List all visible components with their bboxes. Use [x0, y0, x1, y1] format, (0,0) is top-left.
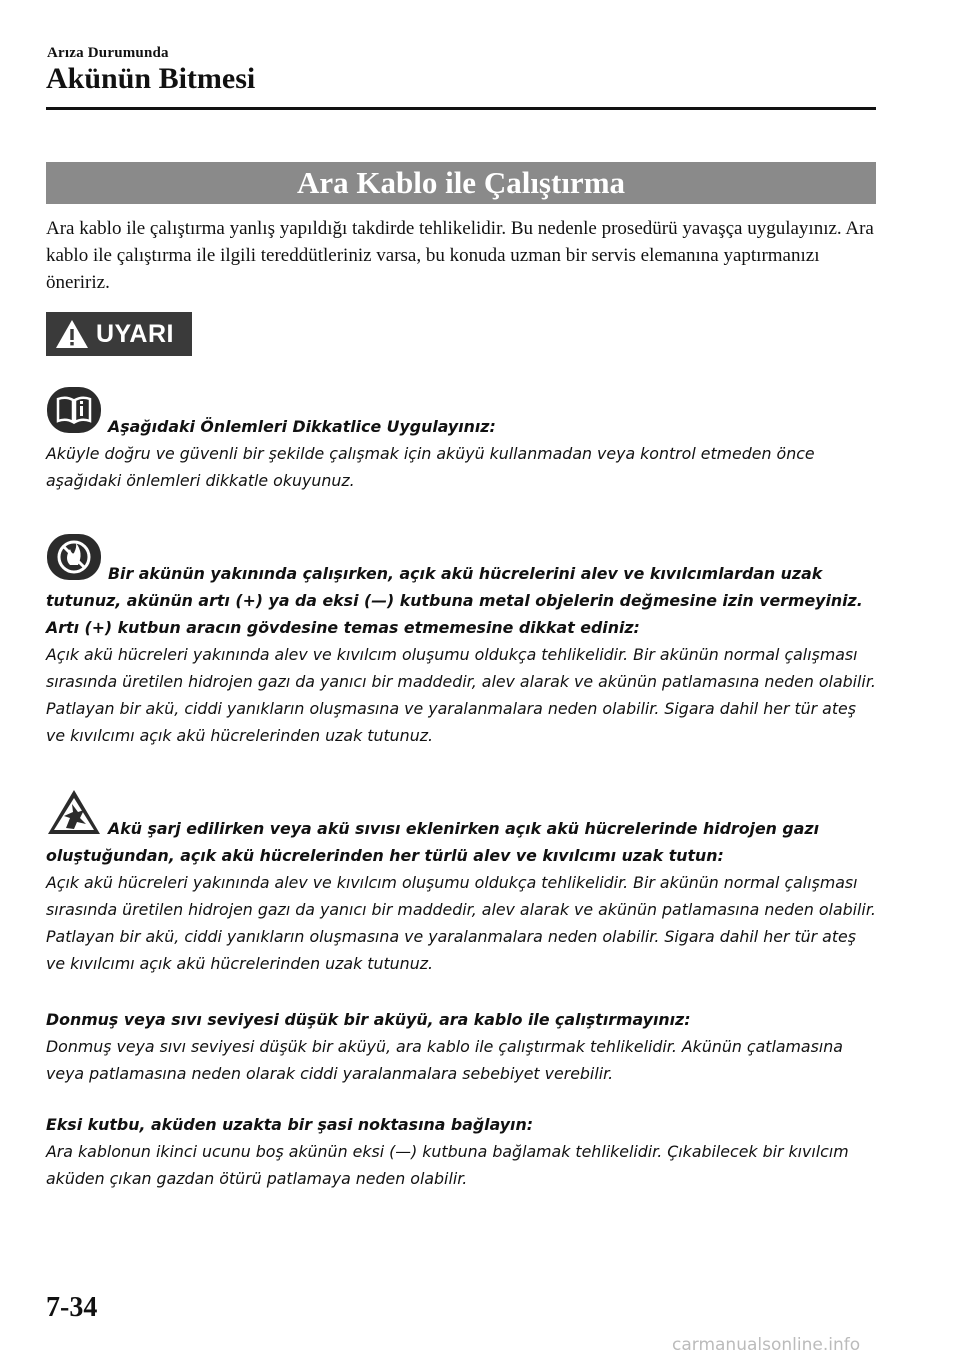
- note-heading: Akü şarj edilirken veya akü sıvısı eklenirken açık akü hücrelerinde hidrojen gazı oluştuğundan, açık akü hücrelerinden her türlü alev ve kıvılcımı uzak tutun:: [46, 819, 820, 865]
- note-heading: Donmuş veya sıvı seviyesi düşük bir aküyü, ara kablo ile çalıştırmayınız:: [46, 1010, 691, 1029]
- watermark: carmanualsonline.info: [672, 1335, 861, 1355]
- note-body: Açık akü hücreleri yakınında alev ve kıvılcım oluşumu oldukça tehlikelidir. Bir akünün normal çalışması sırasında üretilen hidrojen gazı da yanıcı bir maddedir, alev alarak ve akünün patlamasına neden olabilir. Patlayan bir akü, ciddi yanıkların oluşmasına ve yaralanmalara neden olabilir. Sigara dahil her tür ateş ve kıvılcımı açık akü hücrelerinden uzak tutunuz.: [46, 873, 876, 973]
- title-divider: [46, 107, 876, 110]
- warning-badge: [46, 312, 192, 356]
- page-title: Akünün Bitmesi: [46, 62, 256, 95]
- page-number: 7-34: [46, 1292, 98, 1323]
- note-body: Donmuş veya sıvı seviyesi düşük bir aküyü, ara kablo ile çalıştırmak tehlikelidir. Akünün çatlamasına veya patlamasına neden olarak ciddi yaralanmalara sebebiyet verebilir.: [46, 1037, 843, 1083]
- note-no-fire: [46, 533, 876, 749]
- breadcrumb: Arıza Durumunda: [47, 45, 169, 61]
- note-body: Ara kablonun ikinci ucunu boş akünün eksi (—) kutbuna bağlamak tehlikelidir. Çıkabilecek bir kıvılcım aküden çıkan gazdan ötürü patlamaya neden olabilir.: [46, 1142, 849, 1188]
- note-frozen-battery: [46, 1006, 876, 1087]
- explosion-hazard-icon: [46, 788, 102, 836]
- section-title: Ara Kablo ile Çalıştırma: [46, 162, 876, 204]
- note-heading: Eksi kutbu, aküden uzakta bir şasi noktasına bağlayın:: [46, 1115, 534, 1134]
- note-explosion: [46, 788, 876, 977]
- note-manual: [46, 386, 876, 494]
- note-body: Açık akü hücreleri yakınında alev ve kıvılcım oluşumu oldukça tehlikelidir. Bir akünün normal çalışması sırasında üretilen hidrojen gazı da yanıcı bir maddedir, alev alarak ve akünün patlamasına neden olabilir. Patlayan bir akü, ciddi yanıkların oluşmasına ve yaralanmalara neden olabilir. Sigara dahil her tür ateş ve kıvılcımı açık akü hücrelerinden uzak tutunuz.: [46, 645, 876, 745]
- note-body: Aküyle doğru ve güvenli bir şekilde çalışmak için aküyü kullanmadan veya kontrol etmeden önce aşağıdaki önlemleri dikkatle okuyunuz.: [46, 444, 815, 490]
- warning-label: UYARI: [96, 319, 174, 348]
- note-heading: Aşağıdaki Önlemleri Dikkatlice Uygulayınız:: [108, 417, 496, 436]
- warning-triangle-icon: [54, 318, 90, 350]
- manual-book-icon: [46, 386, 102, 434]
- note-ground-connection: [46, 1111, 876, 1192]
- note-heading: Bir akünün yakınında çalışırken, açık akü hücrelerini alev ve kıvılcımlardan uzak tutunuz, akünün artı (+) ya da eksi (—) kutbuna metal objelerin değmesine izin vermeyiniz. Artı (+) kutbun aracın gövdesine temas etmemesine dikkat ediniz:: [46, 564, 863, 637]
- no-fire-icon: [46, 533, 102, 581]
- intro-paragraph: Ara kablo ile çalıştırma yanlış yapıldığı takdirde tehlikelidir. Bu nedenle prosedürü yavaşça uygulayınız. Ara kablo ile çalıştırma ile ilgili tereddütleriniz varsa, bu konuda uzman bir servis elemanına yaptırmanızı öneririz.: [46, 218, 874, 293]
